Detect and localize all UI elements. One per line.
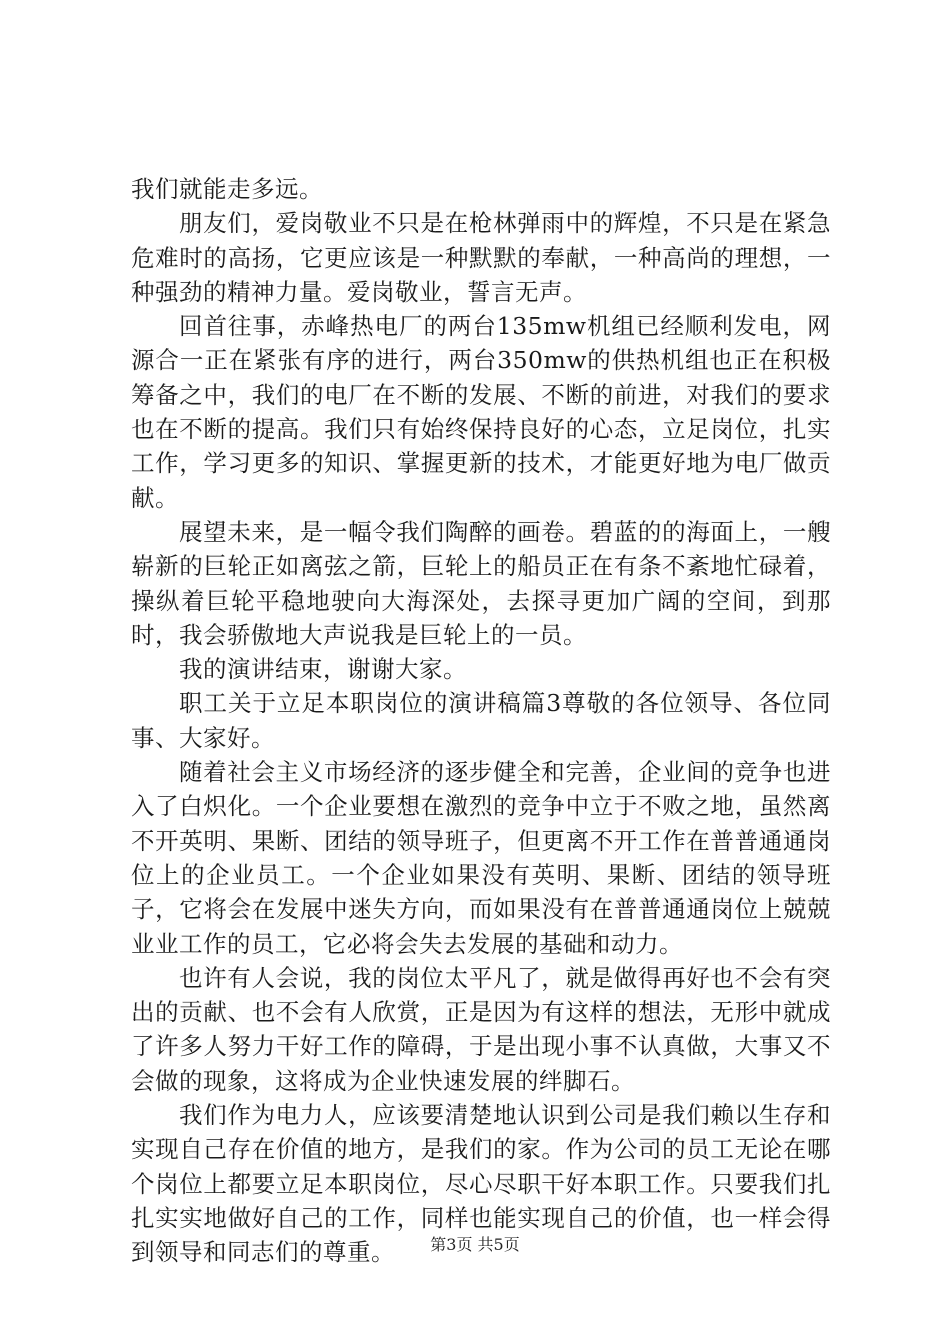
paragraph-6: 职工关于立足本职岗位的演讲稿篇3尊敬的各位领导、各位同事、大家好。	[131, 689, 831, 752]
document-body	[131, 172, 831, 1270]
paragraph-3: 回首往事，赤峰热电厂的两台135mw机组已经顺利发电，网源合一正在紧张有序的进行，两台350mw的供热机组也正在积极筹备之中，我们的电厂在不断的发展、不断的前进，对我们的要求也在不断的提高。我们只有始终保持良好的心态，立足岗位，扎实工作，学习更多的知识、掌握更新的技术，才能更好地为电厂做贡献。	[131, 312, 831, 512]
paragraph-4: 展望未来，是一幅令我们陶醉的画卷。碧蓝的的海面上，一艘崭新的巨轮正如离弦之箭，巨轮上的船员正在有条不紊地忙碌着，操纵着巨轮平稳地驶向大海深处，去探寻更加广阔的空间，到那时，我会骄傲地大声说我是巨轮上的一员。	[131, 517, 831, 649]
page-footer	[0, 1235, 950, 1255]
paragraph-5: 我的演讲结束，谢谢大家。	[179, 655, 467, 684]
paragraph-2: 朋友们，爱岗敬业不只是在枪林弹雨中的辉煌，不只是在紧急危难时的高扬，它更应该是一种默默的奉献，一种高尚的理想，一种强劲的精神力量。爱岗敬业，誓言无声。	[131, 209, 831, 306]
paragraph-8: 也许有人会说，我的岗位太平凡了，就是做得再好也不会有突出的贡献、也不会有人欣赏，正是因为有这样的想法，无形中就成了许多人努力干好工作的障碍，于是出现小事不认真做，大事又不会做的现象，这将成为企业快速发展的绊脚石。	[131, 963, 831, 1095]
page-number-label: 第3页 共5页	[430, 1235, 520, 1254]
paragraph-7: 随着社会主义市场经济的逐步健全和完善，企业间的竞争也进入了白炽化。一个企业要想在激烈的竞争中立于不败之地，虽然离不开英明、果断、团结的领导班子，但更离不开工作在普普通通岗位上的企业员工。一个企业如果没有英明、果断、团结的领导班子，它将会在发展中迷失方向，而如果没有在普普通通岗位上兢兢业业工作的员工，它必将会失去发展的基础和动力。	[131, 758, 831, 958]
paragraph-9: 我们作为电力人，应该要清楚地认识到公司是我们赖以生存和实现自己存在价值的地方，是我们的家。作为公司的员工无论在哪个岗位上都要立足本职岗位，尽心尽职干好本职工作。只要我们扎扎实实地做好自己的工作，同样也能实现自己的价值，也一样会得到领导和同志们的尊重。	[131, 1101, 831, 1267]
paragraph-1: 我们就能走多远。	[131, 175, 323, 203]
